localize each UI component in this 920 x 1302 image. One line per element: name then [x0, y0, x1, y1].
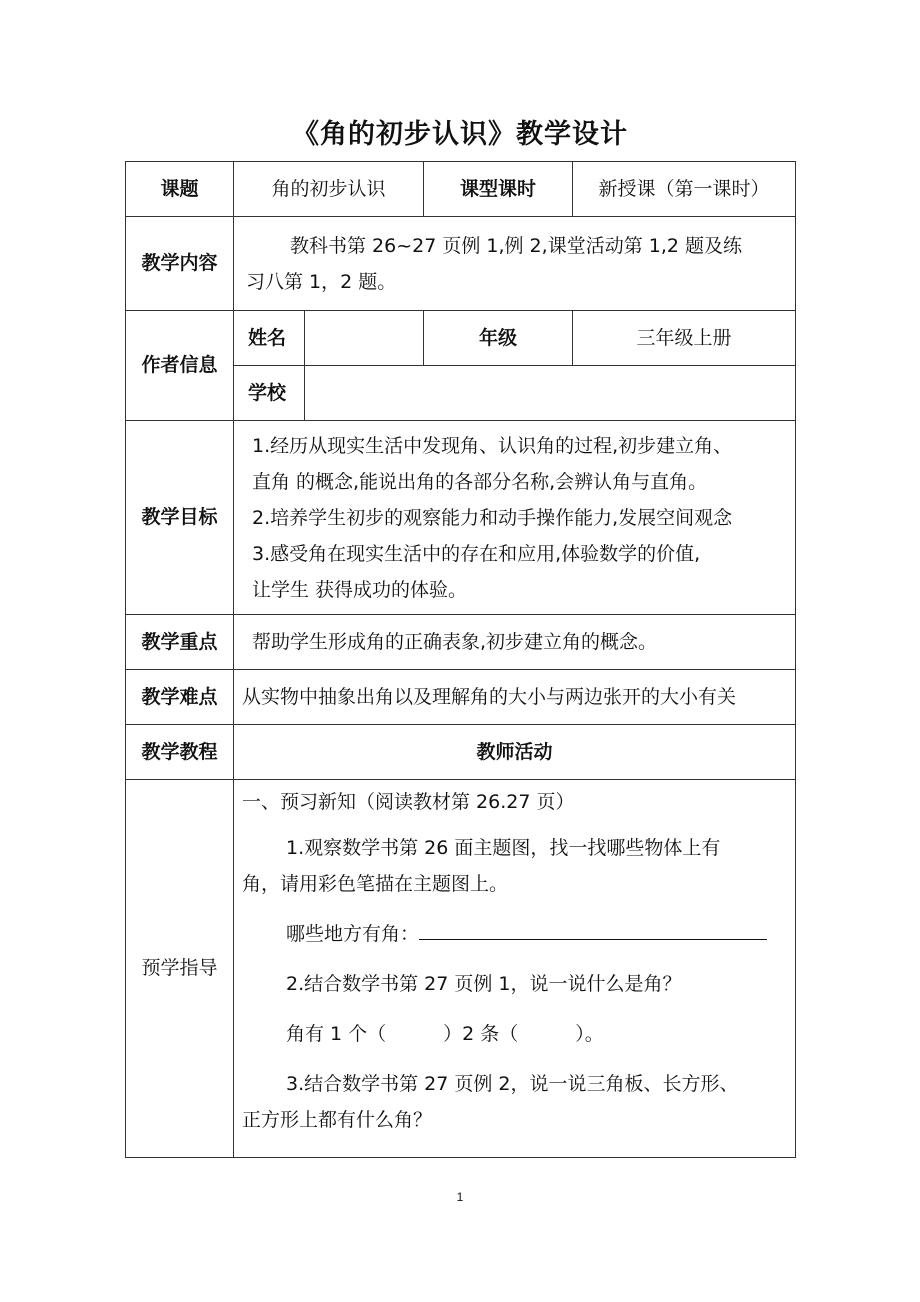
grade-value: 三年级上册: [573, 311, 796, 366]
goal-line: 直角 的概念,能说出角的各部分名称,会辨认角与直角。: [252, 470, 708, 493]
fill-where-label: 哪些地方有角：: [286, 923, 420, 945]
goals-label: 教学目标: [126, 421, 234, 615]
topic-label: 课题: [126, 162, 234, 217]
key-point-row: [126, 615, 796, 670]
lesson-plan-table: [125, 161, 796, 1158]
lesson-type-value: 新授课（第一课时）: [573, 162, 796, 217]
content-text-line-2: 习八第 1，2 题。: [246, 270, 397, 293]
goal-line: 3.感受角在现实生活中的存在和应用,体验数学的价值,: [252, 542, 701, 565]
name-label: 姓名: [234, 311, 305, 366]
grade-label: 年级: [424, 311, 573, 366]
preview-item-1-line-2: 角，请用彩色笔描在主题图上。: [242, 873, 509, 895]
page-number: 1: [456, 1190, 464, 1204]
preview-heading: 一、预习新知（阅读教材第 26.27 页）: [242, 791, 575, 813]
goals-cell: [234, 421, 796, 615]
preview-item-2: 2.结合数学书第 27 页例 1，说一说什么是角？: [286, 973, 682, 995]
difficulty-label: 教学难点: [126, 670, 234, 725]
school-label: 学校: [234, 366, 305, 421]
teacher-activity-header: 教师活动: [234, 725, 796, 780]
content-text-line-1: 教科书第 26~27 页例 1,例 2,课堂活动第 1,2 题及练: [290, 234, 742, 257]
goals-row: [126, 421, 796, 615]
author-label: 作者信息: [126, 311, 234, 421]
preview-item-3-line-2: 正方形上都有什么角？: [242, 1109, 433, 1131]
difficulty-row: [126, 670, 796, 725]
school-value: [305, 366, 796, 421]
goal-line: 2.培养学生初步的观察能力和动手操作能力,发展空间观念: [252, 506, 733, 529]
process-row: [126, 725, 796, 780]
key-point-label: 教学重点: [126, 615, 234, 670]
lesson-type-label: 课型课时: [424, 162, 573, 217]
content-cell: [234, 217, 796, 311]
preview-item-3-line-1: 3.结合数学书第 27 页例 2，说一说三角板、长方形、: [286, 1073, 739, 1095]
preview-cell: [234, 780, 796, 1158]
preview-item-1-line-1: 1.观察数学书第 26 面主题图，找一找哪些物体上有: [286, 837, 721, 859]
preview-item-2-fill: 角有 1 个（ ）2 条（ ）。: [286, 1023, 604, 1045]
content-label: 教学内容: [126, 217, 234, 311]
fill-blank-line: [419, 921, 767, 940]
topic-value: 角的初步认识: [234, 162, 424, 217]
process-label: 教学教程: [126, 725, 234, 780]
key-point-text: 帮助学生形成角的正确表象,初步建立角的概念。: [234, 615, 796, 670]
author-row-1: [126, 311, 796, 366]
name-value: [305, 311, 424, 366]
preview-label: 预学指导: [126, 780, 234, 1158]
preview-fill-where: [242, 916, 787, 952]
difficulty-text: 从实物中抽象出角以及理解角的大小与两边张开的大小有关: [234, 670, 796, 725]
preview-row: [126, 780, 796, 1158]
goal-line: 1.经历从现实生活中发现角、认识角的过程,初步建立角、: [252, 434, 733, 457]
document-title: 《角的初步认识》教学设计: [292, 119, 628, 150]
topic-row: [126, 162, 796, 217]
content-row: [126, 217, 796, 311]
goal-line: 让学生 获得成功的体验。: [252, 578, 468, 601]
